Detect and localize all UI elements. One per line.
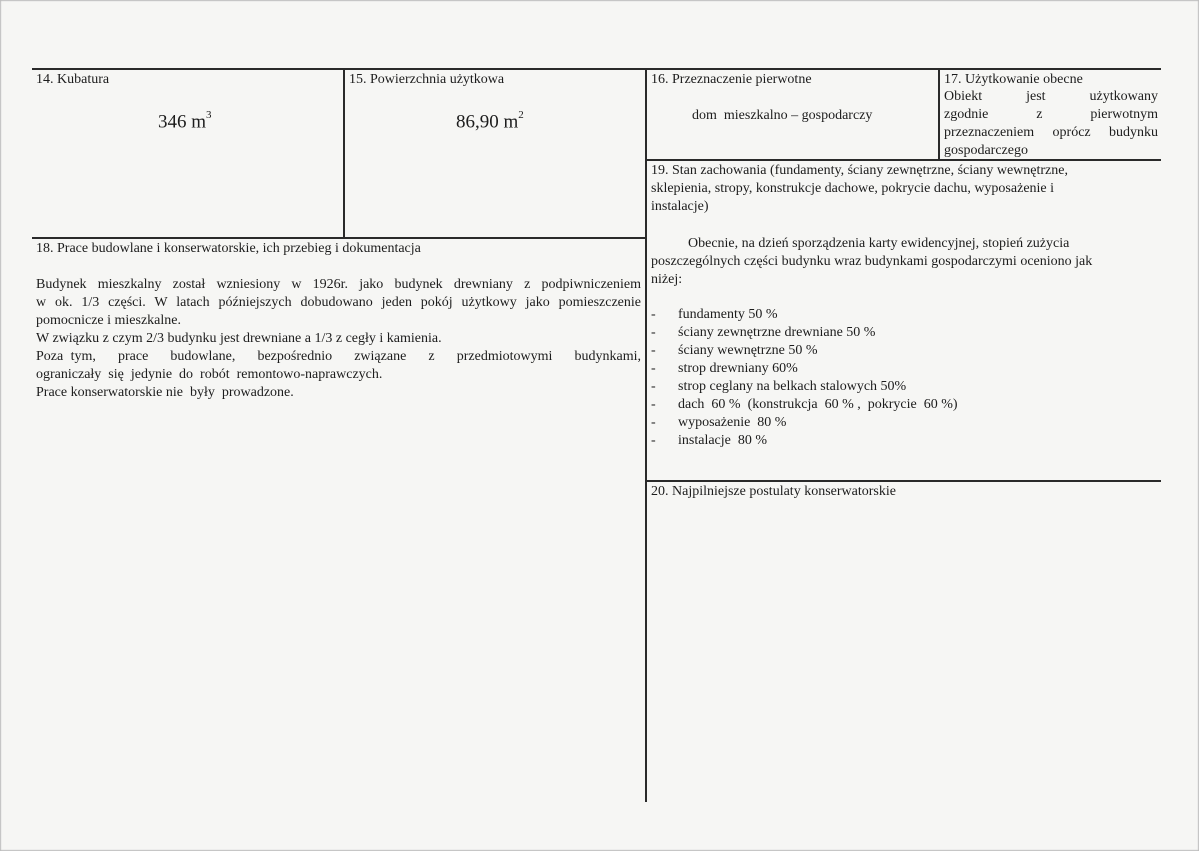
powierzchnia-label: 15. Powierzchnia użytkowa [349, 72, 505, 87]
uzytkowanie-label: 17. Użytkowanie obecne [944, 72, 1083, 87]
przeznaczenie-label: 16. Przeznaczenie pierwotne [651, 72, 812, 87]
prace-text: Budynek mieszkalny został wzniesiony w 1926r. jako budynek drewniany z podpiwniczeniem w ok. 1/3 części. W latach późniejszych dobudowano jeden pokój użytkowy jako pomieszczenie pomocnicze i mieszkalne. W związku z czym 2/3 budynku jest drewniane a 1/3 z cegły i kamienia. Poza tym, prace budowlane, bezpośrednio związane z przedmiotowymi budynkami, ograniczały się jedynie do robót remontowo-naprawczych. Prace konserwatorskie nie były prowadzone. [36, 277, 641, 400]
divider-16-17 [938, 68, 940, 160]
postulaty-label: 20. Najpilniejsze postulaty konserwatorskie [651, 484, 896, 499]
top-rule [32, 68, 1161, 70]
stan-list: - fundamenty 50 % - ściany zewnętrzne drewniane 50 % - ściany wewnętrzne 50 % - strop drewniany 60% - strop ceglany na belkach stalowych 50% - dach 60 % (konstrukcja 60 % , pokrycie 60 %) - wyposażenie 80 % - instalacje 80 % [651, 307, 958, 448]
divider-center [645, 68, 647, 802]
uzytkowanie-text: Obiekt jest użytkowany zgodnie z pierwotnym przeznaczeniem oprócz budynku gospodarczego [944, 89, 1158, 158]
kubatura-label: 14. Kubatura [36, 72, 110, 87]
stan-intro: Obecnie, na dzień sporządzenia karty ewidencyjnej, stopień zużycia poszczególnych części budynku wraz budynkami gospodarczymi oceniono jak niżej: [651, 236, 1093, 287]
kubatura-value: 346 $m^3$ [158, 109, 212, 133]
rule-above-18 [32, 237, 646, 239]
powierzchnia-value: 86,90 $m^2$ [456, 109, 524, 133]
stan-label: 19. Stan zachowania (fundamenty, ściany zewnętrzne, ściany wewnętrzne, sklepienia, stropy, konstrukcje dachowe, pokrycie dachu, wyposażenie i instalacje) [651, 163, 1068, 214]
rule-above-20 [645, 480, 1161, 482]
przeznaczenie-value: dom mieszkalno – gospodarczy [692, 108, 873, 123]
divider-14-15 [343, 68, 345, 238]
prace-label: 18. Prace budowlane i konserwatorskie, ich przebieg i dokumentacja [36, 241, 421, 256]
